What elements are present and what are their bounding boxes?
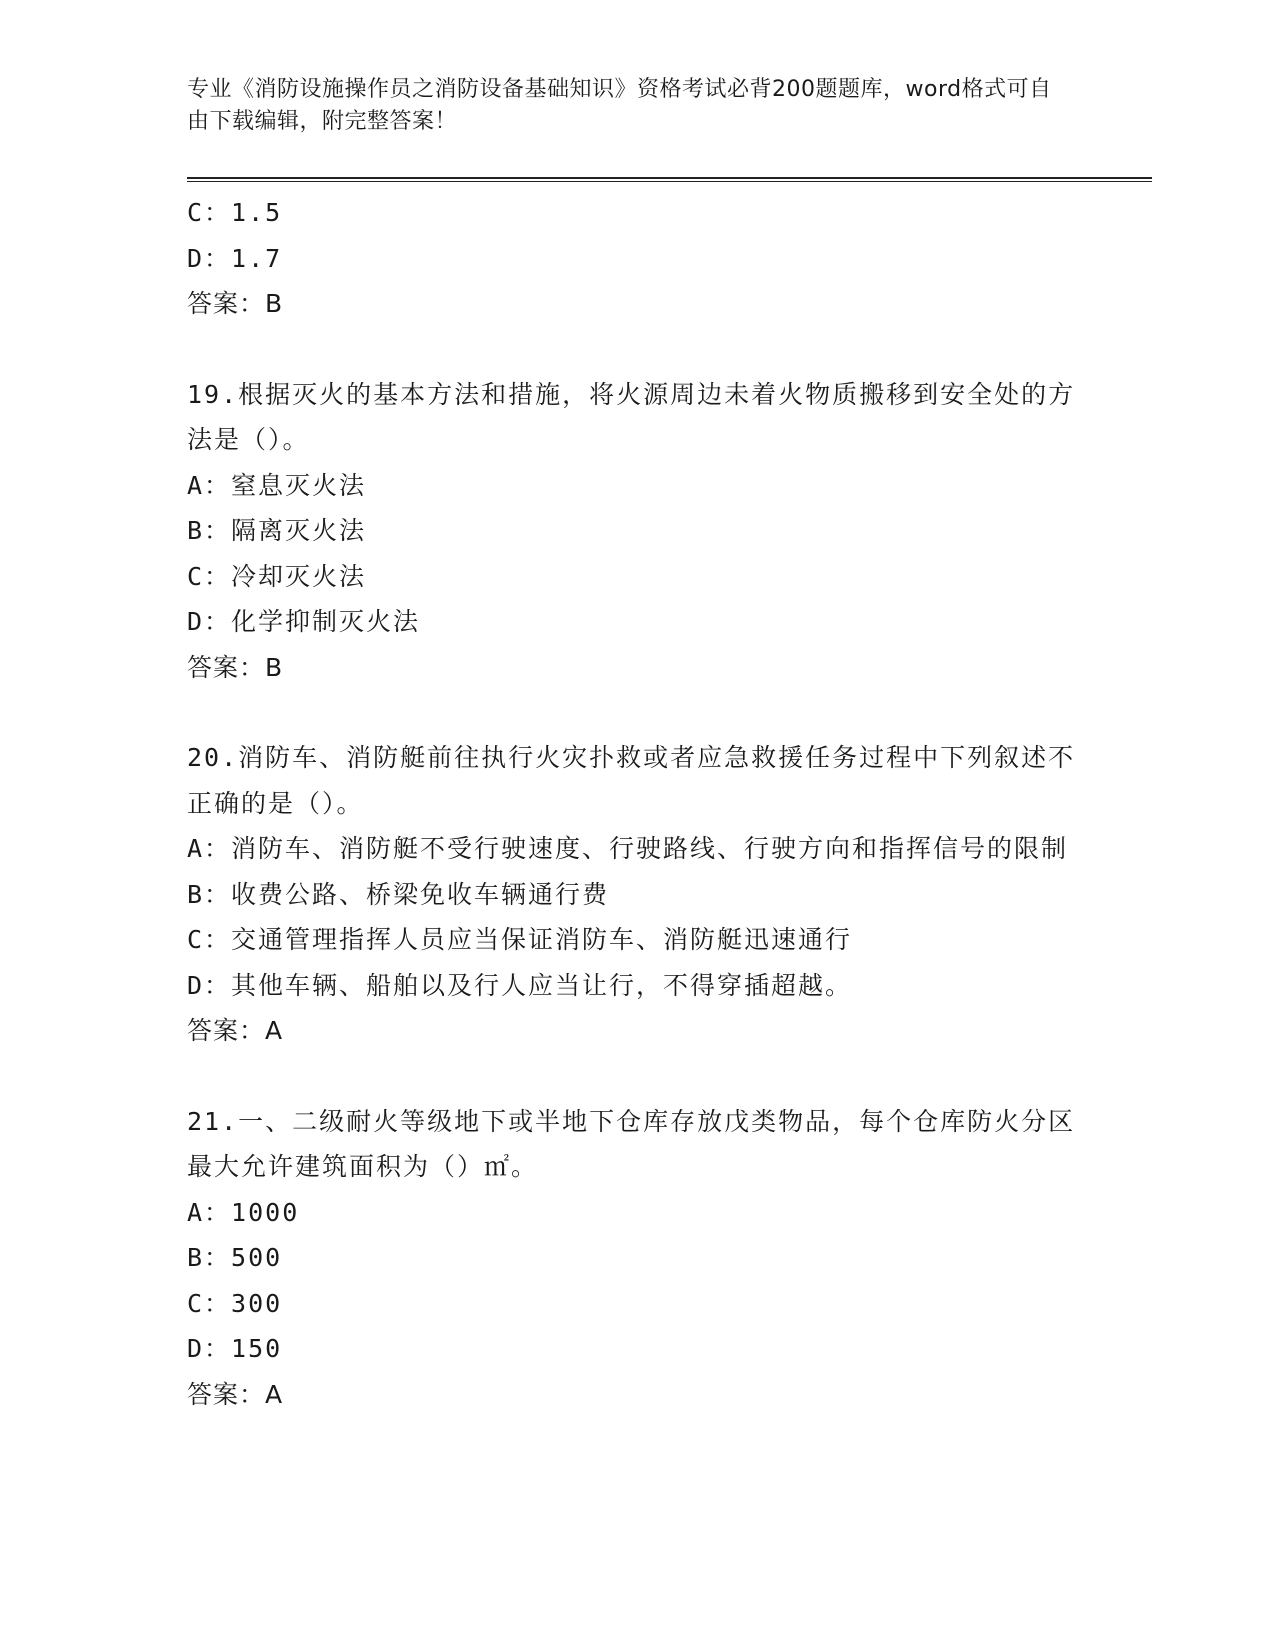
option-d: D：化学抑制灭火法: [187, 607, 421, 636]
prev-question-tail: [187, 190, 1077, 327]
option-b: B：收费公路、桥梁免收车辆通行费: [187, 879, 610, 909]
option-d: D：其他车辆、船舶以及行人应当让行，不得穿插超越。: [187, 970, 853, 1000]
option-a: A：1000: [187, 1197, 300, 1227]
option-c: C：1.5: [187, 198, 283, 227]
option-d: D：1.7: [187, 243, 283, 273]
spacer: [187, 327, 1077, 372]
question-19: [187, 372, 1077, 691]
option-d: D：150: [187, 1334, 283, 1363]
option-a: A：消防车、消防艇不受行驶速度、行驶路线、行驶方向和指挥信号的限制: [187, 834, 1069, 863]
spacer: [187, 690, 1077, 735]
answer-line: 答案：A: [187, 1379, 284, 1409]
option-c: C：冷却灭火法: [187, 561, 367, 591]
question-20: [187, 735, 1077, 1054]
question-21: [187, 1099, 1077, 1418]
question-stem: 20.消防车、消防艇前往执行火灾扑救或者应急救援任务过程中下列叙述不正确的是（）。: [187, 743, 1076, 818]
answer-line: 答案：A: [187, 1016, 284, 1045]
header-rule-thin: [187, 181, 1152, 182]
option-c: C：300: [187, 1288, 283, 1318]
document-header: 专业《消防设施操作员之消防设备基础知识》资格考试必背200题题库，word格式可自由下载编辑，附完整答案！: [187, 77, 1052, 134]
option-a: A：窒息灭火法: [187, 470, 367, 500]
option-b: B：隔离灭火法: [187, 516, 367, 545]
spacer: [187, 1054, 1077, 1099]
option-b: B：500: [187, 1243, 283, 1272]
answer-line: 答案：B: [187, 652, 284, 682]
header-rule-thick: [187, 177, 1152, 179]
question-stem: 19.根据灭火的基本方法和措施，将火源周边未着火物质搬移到安全处的方法是（）。: [187, 379, 1076, 454]
option-c: C：交通管理指挥人员应当保证消防车、消防艇迅速通行: [187, 925, 853, 954]
question-content: [187, 190, 1077, 1417]
question-stem: 21.一、二级耐火等级地下或半地下仓库存放戊类物品，每个仓库防火分区最大允许建筑面积为（）㎡。: [187, 1106, 1076, 1181]
answer-line: 答案：B: [187, 289, 284, 318]
